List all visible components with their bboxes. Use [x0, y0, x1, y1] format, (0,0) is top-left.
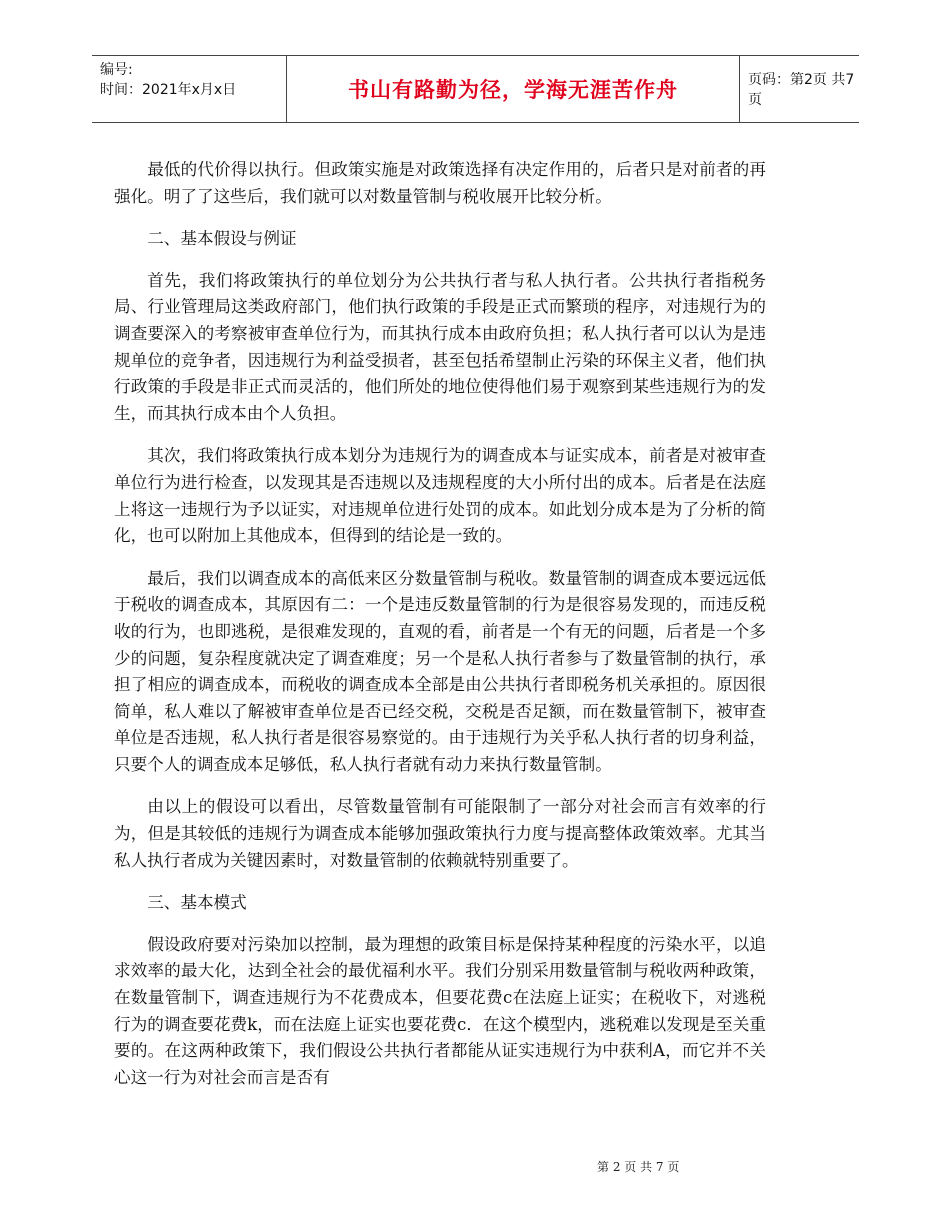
- document-body: [114, 157, 766, 1107]
- paragraph: 由以上的假设可以看出，尽管数量管制有可能限制了一部分对社会而言有效率的行为，但是其较低的违规行为调查成本能够加强政策执行力度与提高整体政策效率。尤其当私人执行者成为关键因素时，对数量管制的依赖就特别重要了。: [114, 797, 766, 870]
- document-time: 时间：2021年x月x日: [100, 82, 237, 98]
- header-meta: [100, 60, 290, 100]
- header-motto: 书山有路勤为径，学海无涯苦作舟: [286, 56, 740, 122]
- section-heading: 二、基本假设与例证: [147, 229, 297, 249]
- page-footer: 第 2 页 共 7 页: [597, 1160, 680, 1174]
- document-number-label: 编号:: [100, 62, 133, 78]
- paragraph: 假设政府要对污染加以控制，最为理想的政策目标是保持某种程度的污染水平，以追求效率的最大化，达到全社会的最优福利水平。我们分别采用数量管制与税收两种政策，在数量管制下，调查违规行为不花费成本，但要花费c在法庭上证实；在税收下，对逃税行为的调查要花费k，而在法庭上证实也要花费c．在这个模型内，逃税难以发现是至关重要的。在这两种政策下，我们假设公共执行者都能从证实违规行为中获利A，而它并不关心这一行为对社会而言是否有: [114, 934, 766, 1087]
- paragraph: 最低的代价得以执行。但政策实施是对政策选择有决定作用的，后者只是对前者的再强化。明了了这些后，我们就可以对数量管制与税收展开比较分析。: [114, 160, 766, 206]
- page-header: [92, 55, 859, 123]
- section-heading: 三、基本模式: [147, 893, 247, 913]
- header-page-info: 页码：第2页 共7页: [748, 72, 855, 108]
- paragraph: 首先，我们将政策执行的单位划分为公共执行者与私人执行者。公共执行者指税务局、行业管理局这类政府部门，他们执行政策的手段是正式而繁琐的程序，对违规行为的调查要深入的考察被审查单位行为，而其执行成本由政府负担；私人执行者可以认为是违规单位的竞争者，因违规行为利益受损者，甚至包括希望制止污染的环保主义者，他们执行政策的手段是非正式而灵活的，他们所处的地位使得他们易于观察到某些违规行为的发生，而其执行成本由个人负担。: [114, 270, 766, 423]
- paragraph: 其次，我们将政策执行成本划分为违规行为的调查成本与证实成本，前者是对被审查单位行为进行检查，以发现其是否违规以及违规程度的大小所付出的成本。后者是在法庭上将这一违规行为予以证实，对违规单位进行处罚的成本。如此划分成本是为了分析的简化，也可以附加上其他成本，但得到的结论是一致的。: [114, 446, 766, 546]
- paragraph: 最后，我们以调查成本的高低来区分数量管制与税收。数量管制的调查成本要远远低于税收的调查成本，其原因有二：一个是违反数量管制的行为是很容易发现的，而违反税收的行为，也即逃税，是很难发现的，直观的看，前者是一个有无的问题，后者是一个多少的问题，复杂程度就决定了调查难度；另一个是私人执行者参与了数量管制的执行，承担了相应的调查成本，而税收的调查成本全部是由公共执行者即税务机关承担的。原因很简单，私人难以了解被审查单位是否已经交税，交税是否足额，而在数量管制下，被审查单位是否违规，私人执行者是很容易察觉的。由于违规行为关乎私人执行者的切身利益，只要个人的调查成本足够低，私人执行者就有动力来执行数量管制。: [114, 568, 766, 774]
